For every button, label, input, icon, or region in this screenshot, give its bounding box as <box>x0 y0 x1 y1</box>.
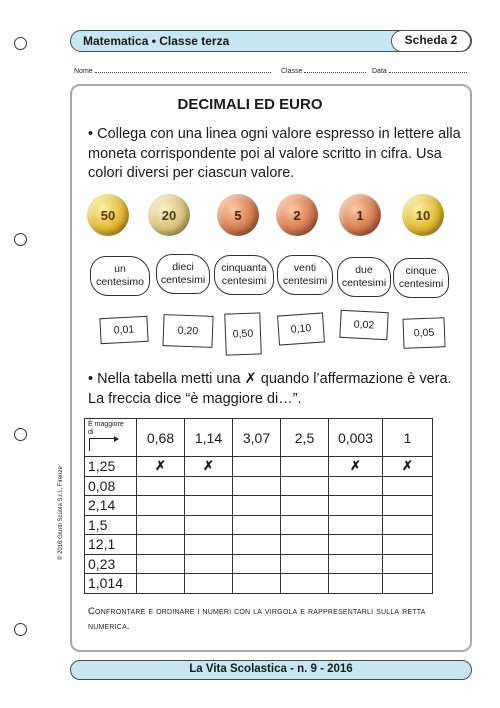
value-cloud: due centesimi <box>337 257 391 297</box>
coin-2-cent-icon: 2 <box>276 194 318 236</box>
table-cell[interactable] <box>185 515 233 535</box>
row-header: 1,25 <box>85 457 137 477</box>
binder-hole <box>14 428 27 441</box>
header-title: Matematica • Classe terza <box>83 34 230 48</box>
column-header: 0,68 <box>137 419 185 457</box>
info-date: Data <box>372 66 467 75</box>
binder-hole <box>14 623 27 636</box>
comparison-table <box>84 418 433 594</box>
worksheet-title: DECIMALI ED EURO <box>177 96 323 113</box>
coin-10-cent-icon: 10 <box>402 194 444 236</box>
binder-hole <box>14 37 27 50</box>
table-row <box>85 554 433 574</box>
table-cell[interactable] <box>329 554 383 574</box>
learning-objective: Confrontare e ordinare i numeri con la virgola e rappresentarli sulla retta numerica. <box>88 606 426 632</box>
table-cell[interactable]: ✗ <box>185 457 233 477</box>
table-cell[interactable] <box>137 554 185 574</box>
value-note: 0,05 <box>402 317 445 348</box>
row-header: 1,5 <box>85 515 137 535</box>
table-row <box>85 457 433 477</box>
table-cell[interactable] <box>329 496 383 516</box>
value-note: 0,20 <box>162 314 213 348</box>
instruction-2: • Nella tabella metti una ✗ quando l’affermazione è vera. La freccia dice “è maggiore di…”. <box>88 371 452 407</box>
table-cell[interactable] <box>233 496 281 516</box>
table-cell[interactable] <box>281 457 329 477</box>
column-header: 3,07 <box>233 419 281 457</box>
row-header: 1,014 <box>85 574 137 594</box>
row-header: 12,1 <box>85 535 137 555</box>
table-cell[interactable]: ✗ <box>137 457 185 477</box>
column-header: 0,003 <box>329 419 383 457</box>
table-cell[interactable] <box>329 535 383 555</box>
value-note: 0,50 <box>224 312 261 355</box>
table-cell[interactable] <box>137 496 185 516</box>
table-corner: È maggiore di <box>85 419 137 457</box>
table-row <box>85 515 433 535</box>
table-cell[interactable] <box>233 476 281 496</box>
coin-1-cent-icon: 1 <box>339 194 381 236</box>
table-cell[interactable] <box>233 574 281 594</box>
binder-hole <box>14 233 27 246</box>
coin-50-cent-icon: 50 <box>87 194 129 236</box>
footer-bar: La Vita Scolastica - n. 9 - 2016 <box>70 660 472 680</box>
table-cell[interactable] <box>233 457 281 477</box>
table-cell[interactable] <box>383 496 433 516</box>
table-cell[interactable] <box>233 535 281 555</box>
table-row <box>85 535 433 555</box>
value-cloud: venti centesimi <box>277 255 333 295</box>
value-cloud: cinque centesimi <box>393 258 449 298</box>
table-cell[interactable] <box>137 515 185 535</box>
table-cell[interactable]: ✗ <box>329 457 383 477</box>
table-cell[interactable] <box>383 574 433 594</box>
row-header: 0,23 <box>85 554 137 574</box>
sheet-number: Scheda 2 <box>391 30 471 52</box>
table-cell[interactable] <box>281 476 329 496</box>
table-cell[interactable] <box>383 535 433 555</box>
table-row <box>85 496 433 516</box>
table-cell[interactable] <box>329 476 383 496</box>
value-note: 0,02 <box>339 310 388 340</box>
table-cell[interactable] <box>383 554 433 574</box>
table-cell[interactable] <box>185 554 233 574</box>
table-cell[interactable] <box>281 574 329 594</box>
table-cell[interactable] <box>281 554 329 574</box>
value-note: 0,10 <box>277 312 325 345</box>
info-class: Classe <box>281 66 366 75</box>
table-cell[interactable] <box>137 476 185 496</box>
table-cell[interactable] <box>281 515 329 535</box>
table-cell[interactable] <box>185 496 233 516</box>
column-header: 2,5 <box>281 419 329 457</box>
table-cell[interactable] <box>281 496 329 516</box>
instruction-1: • Collega con una linea ogni valore espresso in lettere alla moneta corrispondente poi al valore scritto in cifra. Usa colori diversi per ciascun valore. <box>88 126 461 181</box>
table-row <box>85 476 433 496</box>
row-header: 0,08 <box>85 476 137 496</box>
table-cell[interactable] <box>329 574 383 594</box>
table-cell[interactable] <box>383 515 433 535</box>
value-cloud: un centesimo <box>90 256 150 296</box>
value-cloud: cinquanta centesimi <box>214 255 274 295</box>
row-header: 2,14 <box>85 496 137 516</box>
copyright-notice: © 2016 Giunti Scuola S.r.l., Firenze <box>58 466 64 560</box>
arrow-icon <box>89 438 115 451</box>
value-cloud: dieci centesimi <box>156 254 210 294</box>
column-header: 1,14 <box>185 419 233 457</box>
table-cell[interactable] <box>233 554 281 574</box>
table-cell[interactable] <box>185 476 233 496</box>
table-cell[interactable] <box>185 535 233 555</box>
table-cell[interactable] <box>329 515 383 535</box>
table-cell[interactable] <box>383 476 433 496</box>
coin-20-cent-icon: 20 <box>148 194 190 236</box>
column-header: 1 <box>383 419 433 457</box>
table-cell[interactable] <box>233 515 281 535</box>
header-bar <box>70 30 472 52</box>
table-header-row <box>85 419 433 457</box>
table-cell[interactable]: ✗ <box>383 457 433 477</box>
table-row <box>85 574 433 594</box>
coin-5-cent-icon: 5 <box>217 194 259 236</box>
value-note: 0,01 <box>99 316 148 344</box>
table-cell[interactable] <box>185 574 233 594</box>
table-cell[interactable] <box>137 574 185 594</box>
table-cell[interactable] <box>137 535 185 555</box>
info-name: Nome <box>74 66 271 75</box>
table-cell[interactable] <box>281 535 329 555</box>
